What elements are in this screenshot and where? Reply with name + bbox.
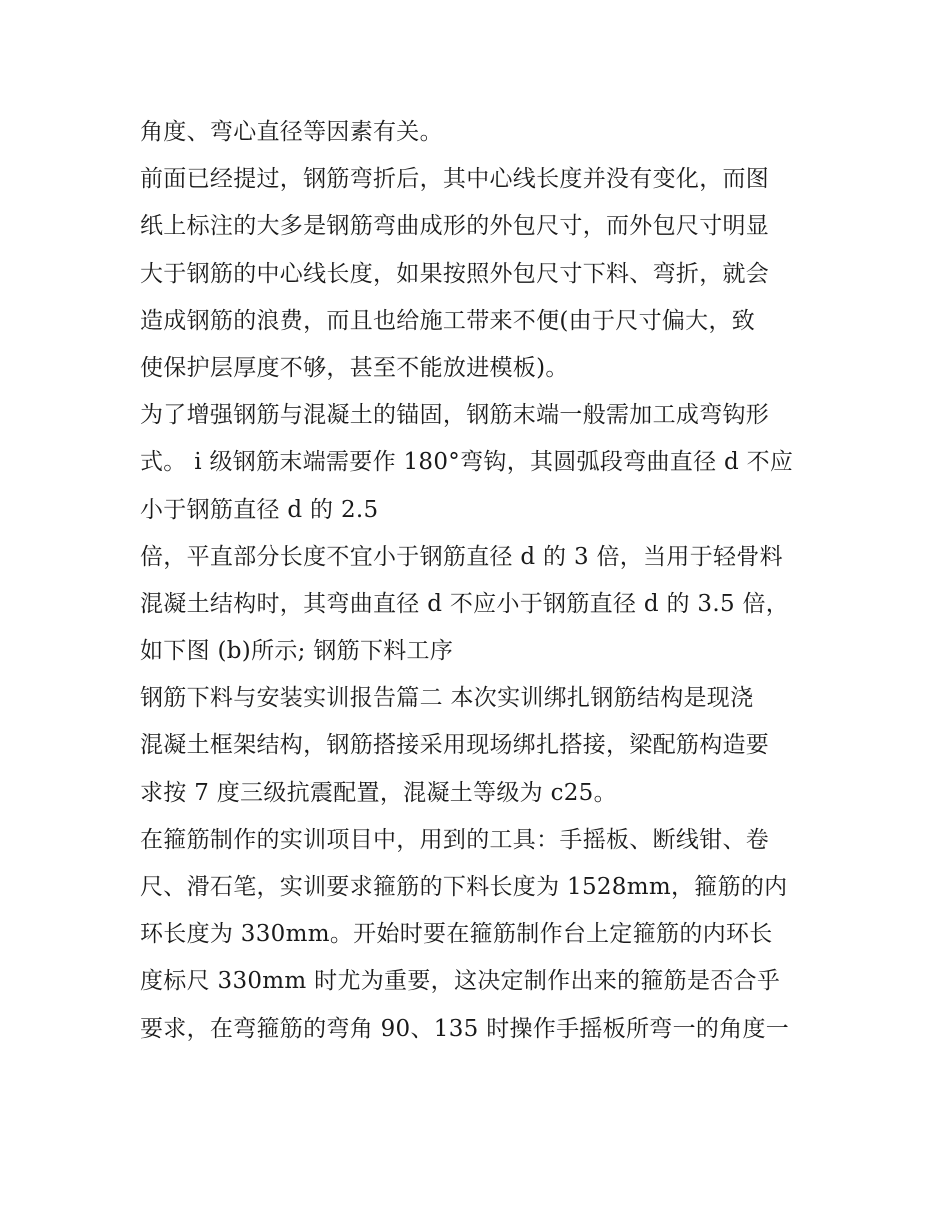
text-line: 如下图 (b)所示; 钢筋下料工序 <box>140 638 454 665</box>
text-line: 在箍筋制作的实训项目中，用到的工具：手摇板、断线钳、卷 <box>140 826 770 853</box>
text-line: 使保护层厚度不够，甚至不能放进模板)。 <box>140 354 569 381</box>
text-line: 角度、弯心直径等因素有关。 <box>140 119 443 145</box>
text-line: 大于钢筋的中心线长度，如果按照外包尺寸下料、弯折，就会 <box>140 260 770 287</box>
text-line: 混凝土框架结构，钢筋搭接采用现场绑扎搭接，梁配筋构造要 <box>140 732 770 759</box>
text-line: 度标尺 330mm 时尤为重要，这决定制作出来的箍筋是否合乎 <box>140 968 781 995</box>
text-line: 造成钢筋的浪费，而且也给施工带来不便(由于尺寸偏大，致 <box>140 307 756 334</box>
text-line: 尺、滑石笔，实训要求箍筋的下料长度为 1528mm，箍筋的内 <box>140 874 788 900</box>
text-line: 倍，平直部分长度不宜小于钢筋直径 d 的 3 倍，当用于轻骨料 <box>140 543 783 570</box>
text-line: 为了增强钢筋与混凝土的锚固，钢筋末端一般需加工成弯钩形 <box>140 402 770 429</box>
text-line: 前面已经提过，钢筋弯折后，其中心线长度并没有变化，而图 <box>140 166 770 193</box>
text-line: 求按 7 度三级抗震配置，混凝土等级为 c25。 <box>140 779 617 806</box>
text-line: 小于钢筋直径 d 的 2.5 <box>140 496 379 523</box>
text-line: 式。 i 级钢筋末端需要作 180°弯钩，其圆弧段弯曲直径 d 不应 <box>140 449 794 476</box>
text-line: 钢筋下料与安装实训报告篇二 本次实训绑扎钢筋结构是现浇 <box>140 685 754 712</box>
text-line: 混凝土结构时，其弯曲直径 d 不应小于钢筋直径 d 的 3.5 倍， <box>140 590 790 617</box>
text-line: 要求，在弯箍筋的弯角 90、135 时操作手摇板所弯一的角度一 <box>140 1015 790 1042</box>
text-line: 环长度为 330mm。开始时要在箍筋制作台上定箍筋的内环长 <box>140 921 773 948</box>
document-body <box>140 109 820 1053</box>
text-line: 纸上标注的大多是钢筋弯曲成形的外包尺寸，而外包尺寸明显 <box>140 213 770 240</box>
